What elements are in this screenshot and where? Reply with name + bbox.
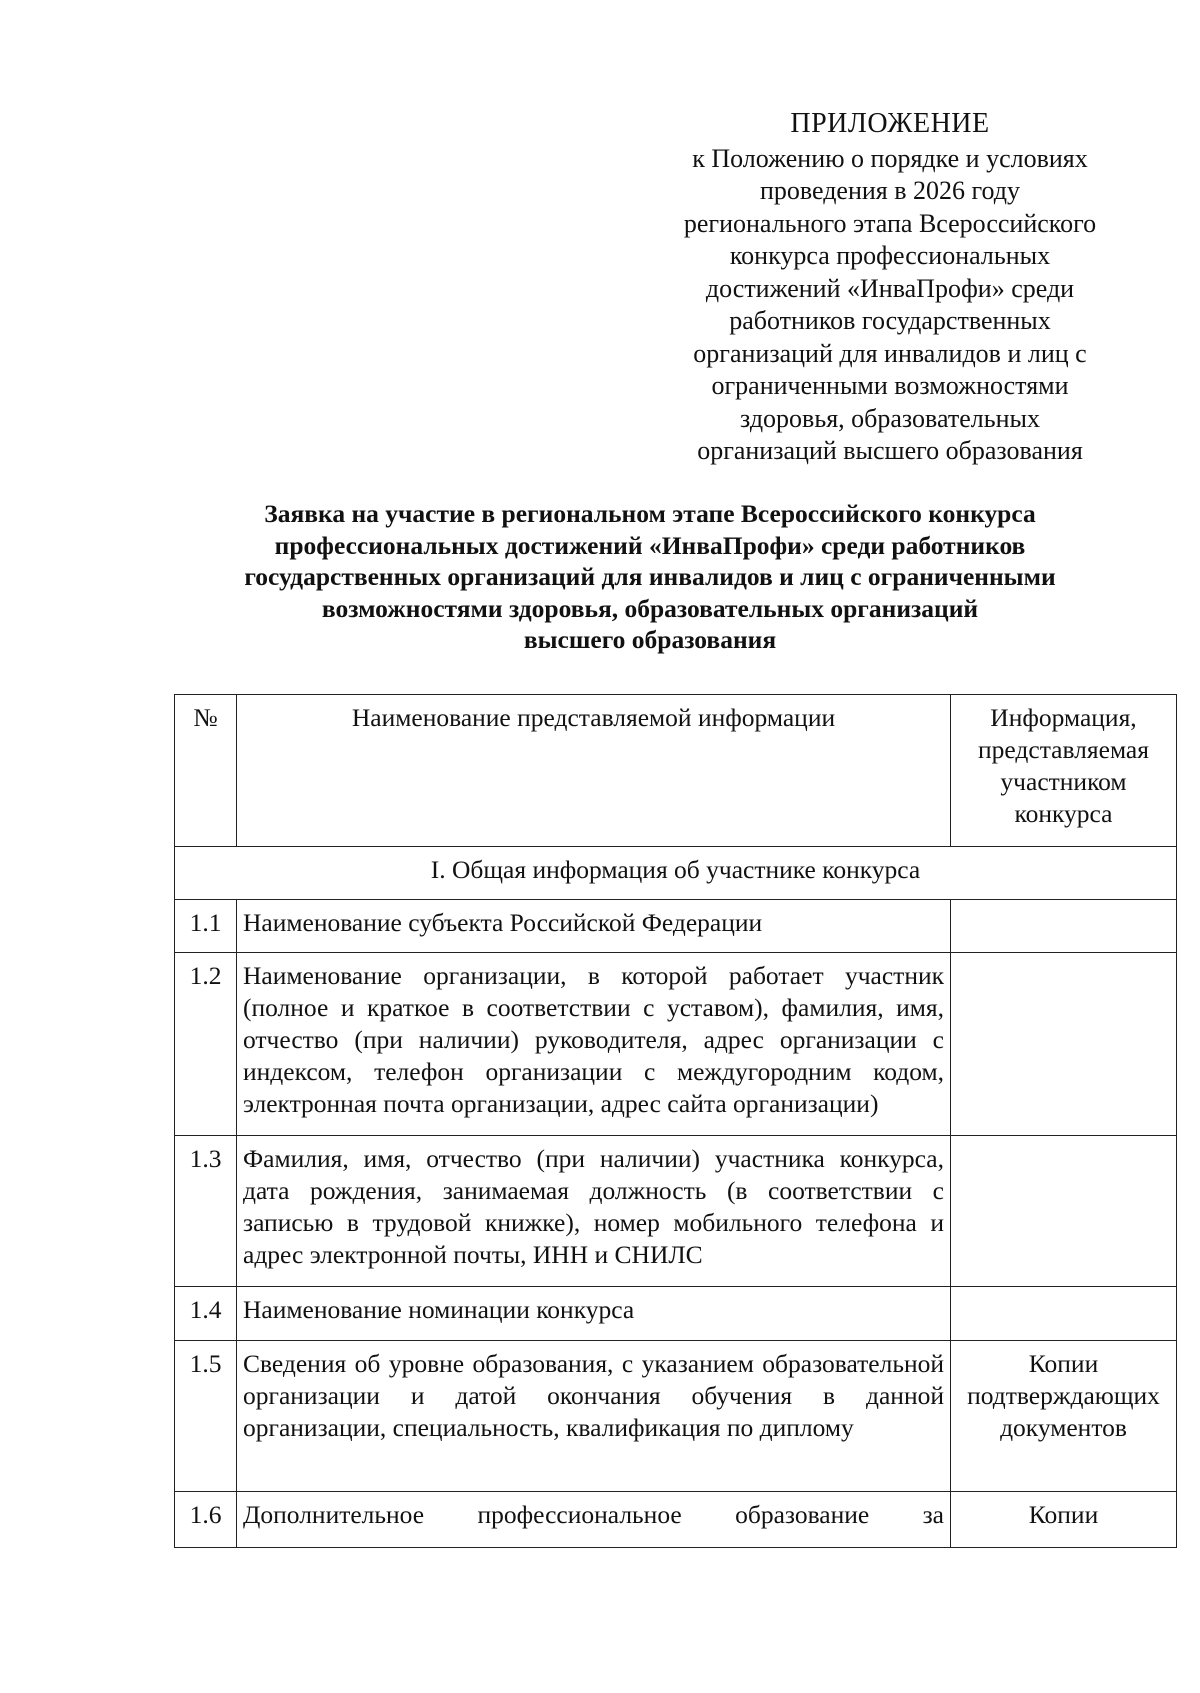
document-title	[170, 498, 1130, 656]
section-row	[175, 847, 1177, 900]
section-title: I. Общая информация об участнике конкурса	[175, 847, 1177, 900]
row-num: 1.6	[175, 1492, 237, 1548]
row-num: 1.3	[175, 1136, 237, 1287]
row-num: 1.1	[175, 900, 237, 953]
row-num: 1.2	[175, 953, 237, 1136]
table-row	[175, 1287, 1177, 1341]
appendix-line: организаций высшего образования	[697, 436, 1083, 465]
row-info	[951, 1136, 1177, 1287]
table-row	[175, 1136, 1177, 1287]
table-row	[175, 1492, 1177, 1548]
table-row	[175, 900, 1177, 953]
row-name: Наименование субъекта Российской Федерации	[237, 900, 951, 953]
row-num: 1.4	[175, 1287, 237, 1341]
row-name: Фамилия, имя, отчество (при наличии) участника конкурса, дата рождения, занимаемая должность (в соответствии с записью в трудовой книжке), номер мобильного телефона и адрес электронной почты, ИНН и СНИЛС	[237, 1136, 951, 1287]
table-row	[175, 953, 1177, 1136]
appendix-line: достижений «ИнваПрофи» среди	[705, 273, 1075, 303]
row-info	[951, 1287, 1177, 1341]
row-info	[951, 953, 1177, 1136]
table-row	[175, 1341, 1177, 1492]
application-table	[174, 694, 1177, 1548]
appendix-line: работников государственных	[729, 306, 1051, 335]
appendix-line: проведения в 2026 году	[759, 176, 1021, 205]
appendix-line: конкурса профессиональных	[729, 241, 1051, 270]
title-line: возможностями здоровья, образовательных организаций	[321, 593, 979, 623]
header-num: №	[175, 695, 237, 847]
appendix-block	[655, 108, 1125, 468]
appendix-line: организаций для инвалидов и лиц с	[693, 338, 1087, 368]
header-info: Информация, представляемая участником конкурса	[951, 695, 1177, 847]
row-info: Копии	[951, 1492, 1177, 1548]
appendix-line: здоровья, образовательных	[740, 403, 1040, 433]
title-line: государственных организаций для инвалидов и лиц с ограниченными	[244, 562, 1056, 591]
row-name: Дополнительное профессиональное образование за	[237, 1492, 951, 1548]
row-info: Копии подтверждающих документов	[951, 1341, 1177, 1492]
appendix-line: ограниченными возможностями	[711, 371, 1069, 400]
row-name: Наименование номинации конкурса	[237, 1287, 951, 1341]
header-name: Наименование представляемой информации	[237, 695, 951, 847]
title-line: профессиональных достижений «ИнваПрофи» среди работников	[274, 530, 1026, 560]
table-header-row	[175, 695, 1177, 847]
appendix-line: к Положению о порядке и условиях	[692, 143, 1088, 173]
row-info	[951, 900, 1177, 953]
appendix-heading: ПРИЛОЖЕНИЕ	[790, 108, 990, 139]
row-name: Сведения об уровне образования, с указанием образовательной организации и датой окончания обучения в данной организации, специальность, квалификация по диплому	[237, 1341, 951, 1492]
title-line: Заявка на участие в региональном этапе Всероссийского конкурса	[264, 499, 1036, 528]
appendix-line: регионального этапа Всероссийского	[683, 208, 1097, 238]
row-name: Наименование организации, в которой работает участник (полное и краткое в соответствии с уставом), фамилия, имя, отчество (при наличии) руководителя, адрес организации с индексом, телефон организации с междугородним кодом, электронная почта организации, адрес сайта организации)	[237, 953, 951, 1136]
title-line: высшего образования	[523, 625, 777, 654]
row-num: 1.5	[175, 1341, 237, 1492]
